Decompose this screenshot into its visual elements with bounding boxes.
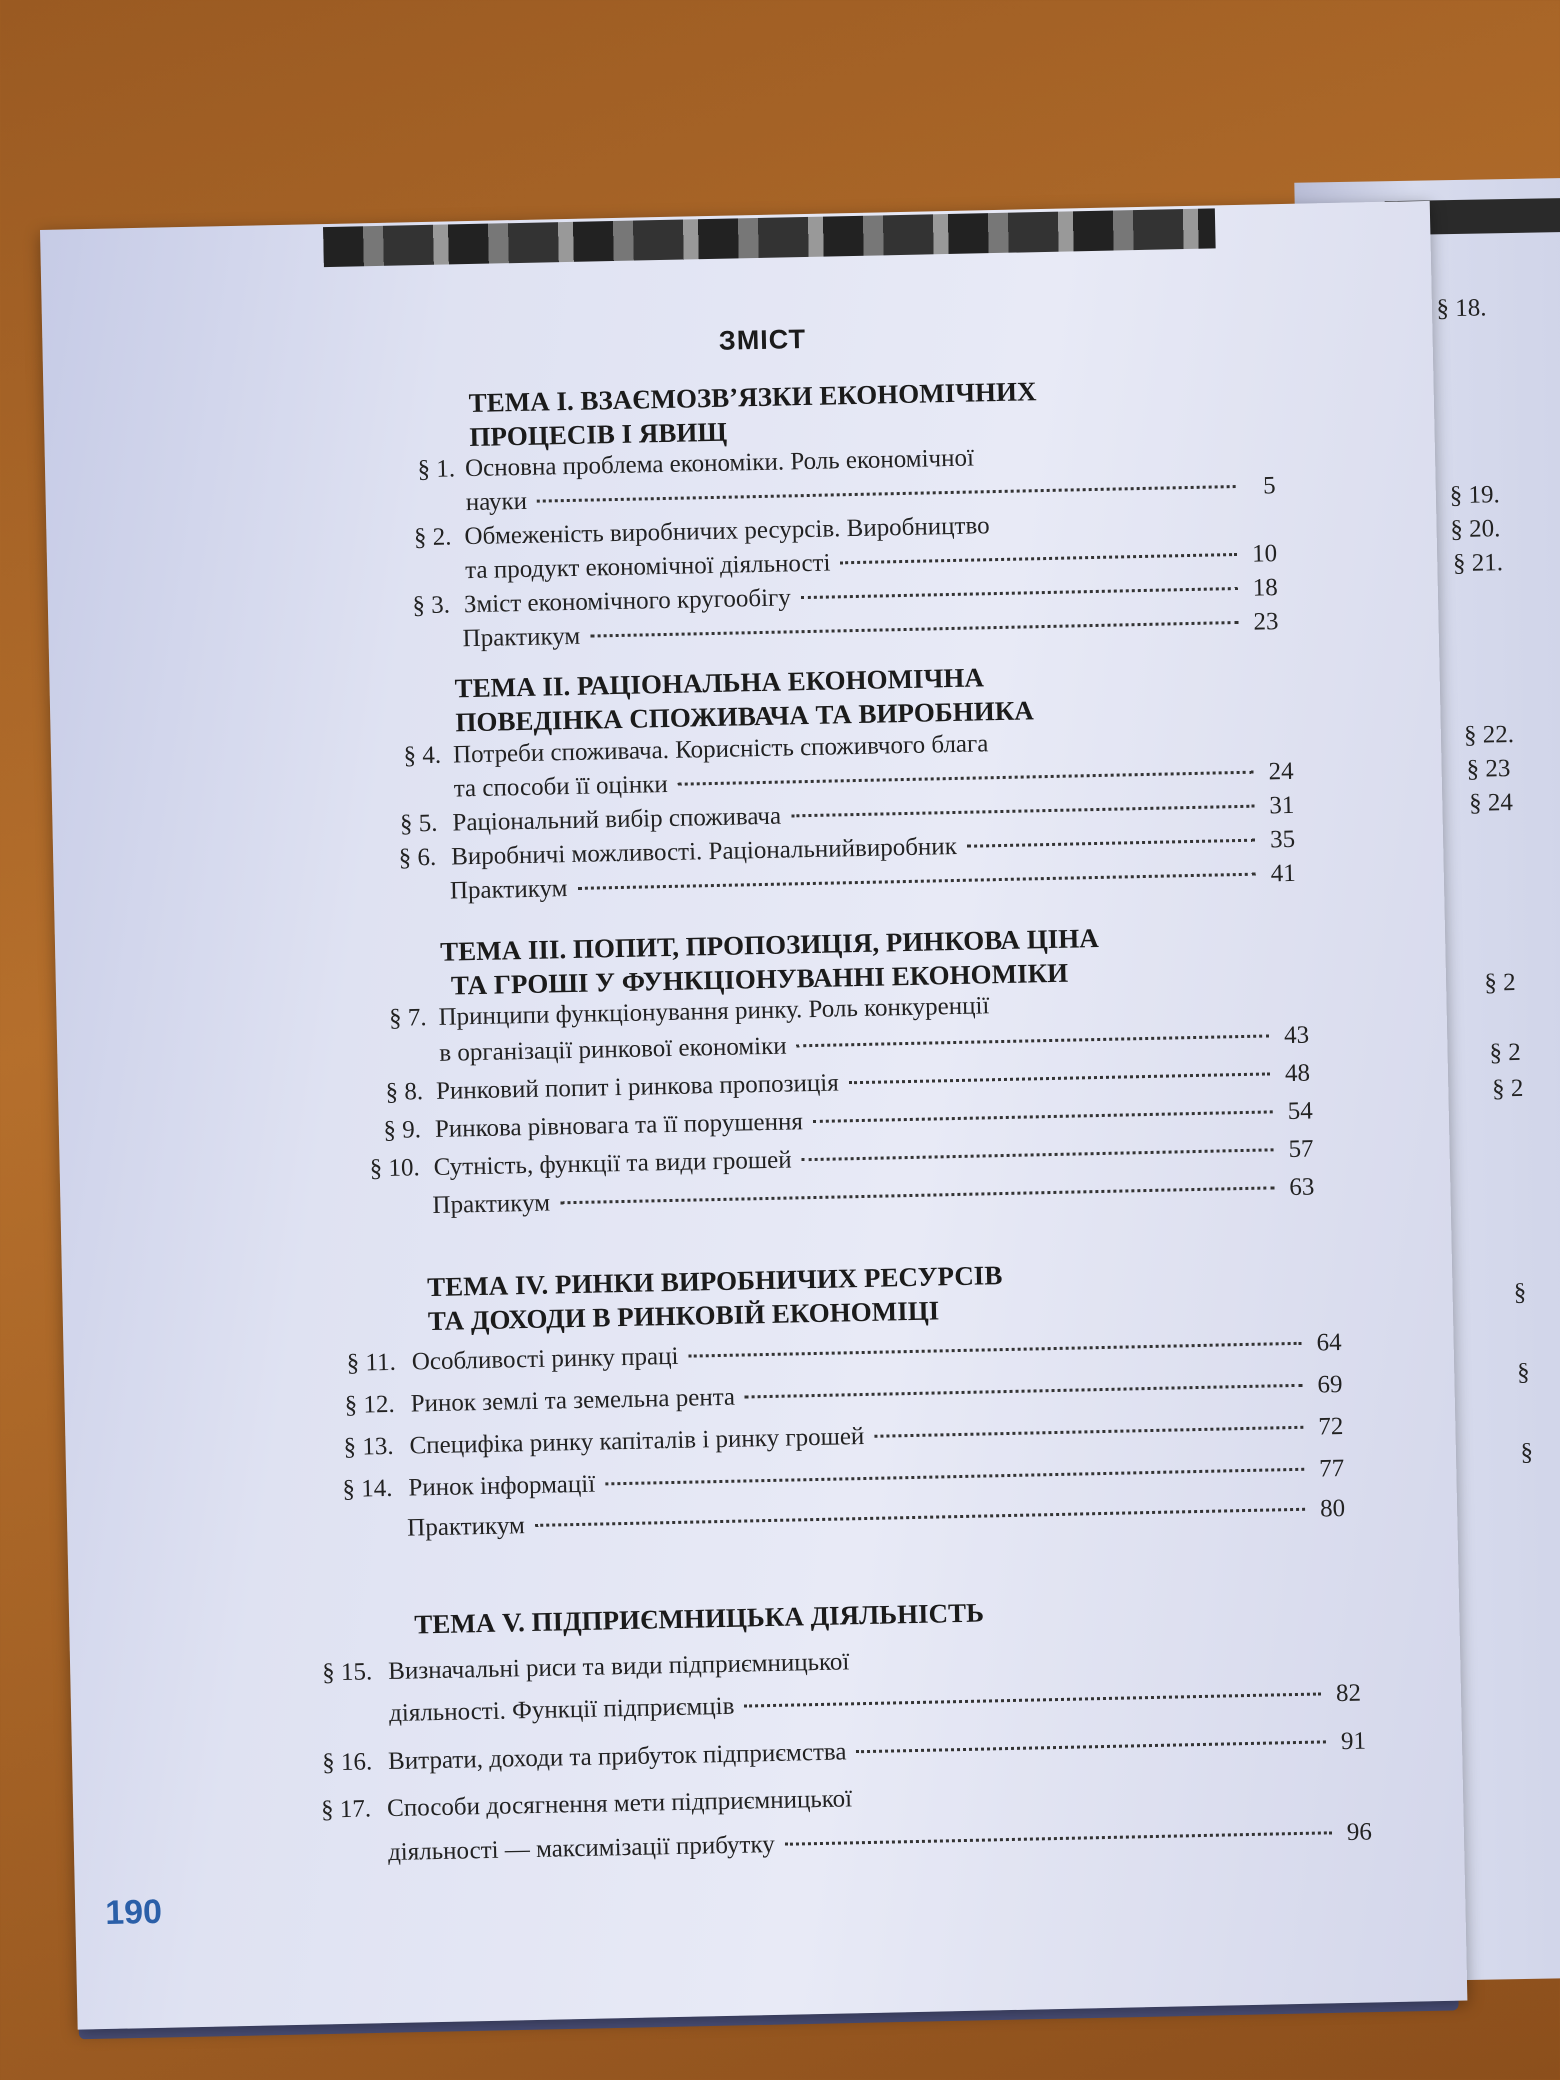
right-page-marker: § [1516, 1358, 1530, 1387]
section-number: § 13. [343, 1432, 394, 1461]
page-reference: 43 [1283, 1021, 1310, 1050]
entry-title-line: Принципи функціонування ринку. Роль конкуренції [438, 992, 990, 1031]
theme-title-line: ТЕМА ІІІ. ПОПИТ, ПРОПОЗИЦІЯ, РИНКОВА ЦІНА [439, 922, 1100, 967]
right-page-marker: § 24 [1468, 789, 1514, 817]
section-number: § 9. [383, 1116, 422, 1145]
dot-leader [840, 553, 1237, 564]
page-reference: 77 [1318, 1454, 1345, 1483]
dot-leader [874, 1426, 1303, 1438]
page-reference: 54 [1287, 1097, 1314, 1126]
entry-title-line: Ринковий попит і ринкова пропозиція [435, 1069, 839, 1105]
dot-leader [744, 1692, 1321, 1707]
section-number: § 4. [403, 741, 442, 770]
entry-title-line: Обмеженість виробничих ресурсів. Виробництво [464, 512, 990, 551]
section-number: § 5. [399, 809, 438, 838]
theme-title-line: ТЕМА ІІ. РАЦІОНАЛЬНА ЕКОНОМІЧНА [454, 662, 985, 704]
dot-leader [577, 873, 1255, 890]
section-number: § 1. [417, 455, 456, 484]
entry-title-line: Основна проблема економіки. Роль економічної [464, 444, 975, 483]
dot-leader [801, 587, 1238, 599]
entry-title-line: Практикум [432, 1189, 551, 1219]
entry-title-line: Практикум [449, 875, 568, 905]
contents-page [40, 201, 1467, 2030]
entry-title-line: Сутність, функції та види грошей [433, 1146, 792, 1181]
toc-entry[interactable] [70, 1634, 1460, 1728]
page-reference: 82 [1335, 1679, 1362, 1708]
section-number: § 10. [369, 1154, 421, 1183]
entry-title-line: Ринок інформації [408, 1470, 596, 1502]
dot-leader [745, 1384, 1303, 1399]
theme-title-line: ПОВЕДІНКА СПОЖИВАЧА ТА ВИРОБНИКА [455, 695, 1035, 738]
right-page-marker: § 20. [1450, 515, 1501, 544]
right-page-marker: § [1513, 1278, 1527, 1307]
entry-title-line: діяльності. Функції підприємців [388, 1692, 735, 1728]
page-reference: 5 [1262, 472, 1276, 500]
page-reference: 23 [1253, 608, 1279, 636]
page-reference: 24 [1268, 757, 1294, 786]
entry-title-line: Способи досягнення мети підприємницької [386, 1785, 853, 1823]
theme-title-line: ПРОЦЕСІВ І ЯВИЩ [469, 416, 728, 453]
right-page-marker: § 19. [1449, 481, 1501, 510]
page-reference: 41 [1270, 859, 1297, 888]
section-number: § 17. [320, 1795, 372, 1824]
page-reference: 91 [1340, 1727, 1367, 1756]
entry-title-line: Специфіка ринку капіталів і ринку грошей [409, 1423, 865, 1460]
header-photo-strip [323, 208, 1216, 267]
dot-leader [678, 771, 1254, 786]
entry-title-line: діяльності — максимізації прибутку [387, 1830, 776, 1867]
entry-title-line: Ринкова рівновага та її порушення [434, 1108, 804, 1143]
entry-title-line: Витрати, доходи та прибуток підприємства [387, 1738, 847, 1776]
page-reference: 80 [1319, 1494, 1346, 1523]
entry-title-line: Практикум [462, 622, 581, 653]
dot-leader [535, 1508, 1305, 1527]
page-reference: 64 [1316, 1328, 1342, 1357]
right-page-marker: § 2 [1484, 969, 1516, 997]
entry-title-line: Визначальні риси та види підприємницької [387, 1648, 850, 1686]
dot-leader [605, 1468, 1304, 1486]
section-number: § 3. [412, 591, 451, 620]
right-page-marker: § 2 [1491, 1074, 1524, 1103]
theme-title-line: ТЕМА І. ВЗАЄМОЗВ’ЯЗКИ ЕКОНОМІЧНИХ [468, 376, 1037, 419]
entry-title-line: Зміст економічного кругообігу [463, 584, 792, 619]
dot-leader [560, 1186, 1274, 1204]
dot-leader [785, 1831, 1332, 1845]
entry-title-line: та продукт економічної діяльності [464, 549, 831, 585]
page-number: 190 [104, 1892, 163, 1932]
theme-heading [440, 921, 1100, 1003]
entry-title-line: Виробничі можливості. Раціональнийвиробник [450, 832, 958, 871]
dot-leader [797, 1034, 1270, 1047]
theme-heading [427, 1258, 1003, 1338]
dot-leader [813, 1110, 1273, 1123]
entry-title-line: Потреби споживача. Корисність споживчого блага [452, 730, 989, 769]
section-number: § 14. [342, 1474, 393, 1503]
entry-title-line: Особливості ринку праці [411, 1342, 679, 1376]
right-page-marker: § 23 [1466, 755, 1511, 783]
entry-title-line: та способи її оцінки [453, 770, 669, 803]
theme-heading [414, 1596, 984, 1642]
dot-leader [688, 1342, 1301, 1358]
section-number: § 8. [385, 1078, 424, 1106]
theme-heading [454, 659, 1034, 739]
theme-title-line: ТЕМА IV. РИНКИ ВИРОБНИЧИХ РЕСУРСІВ [426, 1260, 1003, 1303]
page-reference: 18 [1252, 574, 1279, 602]
dot-leader [537, 485, 1236, 503]
right-page-marker: § 22. [1463, 721, 1515, 749]
right-page-marker: § 2 [1489, 1038, 1522, 1067]
page-reference: 31 [1269, 791, 1295, 820]
entry-title-line: в організації ринкової економіки [439, 1032, 787, 1067]
right-page-marker: § 21. [1452, 549, 1504, 578]
page-reference: 96 [1346, 1818, 1373, 1846]
entry-title-line: Раціональний вибір споживача [452, 802, 782, 837]
page-title: ЗМІСТ [718, 323, 807, 356]
dot-leader [849, 1072, 1270, 1084]
dot-leader [967, 839, 1255, 848]
page-reference: 57 [1288, 1135, 1314, 1164]
section-number: § 2. [413, 523, 452, 552]
section-number: § 12. [344, 1390, 395, 1419]
theme-title-line: ТА ДОХОДИ В РИНКОВІЙ ЕКОНОМІЦІ [427, 1295, 940, 1337]
section-number: § 15. [321, 1658, 373, 1687]
entry-title-line: науки [465, 487, 528, 517]
dot-leader [590, 621, 1238, 638]
dot-leader [791, 805, 1254, 818]
section-number: § 16. [321, 1748, 373, 1777]
page-reference: 35 [1269, 825, 1296, 854]
entry-title-line: Практикум [406, 1512, 526, 1542]
dot-leader [802, 1148, 1274, 1161]
right-page-marker: § 18. [1436, 294, 1487, 323]
page-reference: 48 [1284, 1059, 1311, 1088]
theme-title-line: ТЕМА V. ПІДПРИЄМНИЦЬКА ДІЯЛЬНІСТЬ [413, 1597, 985, 1640]
page-reference: 10 [1251, 540, 1278, 568]
toc-entry[interactable] [73, 1771, 1463, 1867]
section-number: § 11. [346, 1348, 397, 1377]
dot-leader [856, 1740, 1326, 1753]
entry-title-line: Ринок землі та земельна рента [410, 1383, 736, 1418]
theme-title-line: ТА ГРОШІ У ФУНКЦІОНУВАННІ ЕКОНОМІКИ [450, 957, 1069, 1001]
right-page-marker: § [1520, 1438, 1534, 1466]
page-reference: 72 [1318, 1412, 1344, 1441]
page-reference: 69 [1317, 1370, 1343, 1399]
section-number: § 7. [388, 1004, 427, 1032]
page-reference: 63 [1289, 1173, 1315, 1202]
section-number: § 6. [398, 843, 437, 872]
